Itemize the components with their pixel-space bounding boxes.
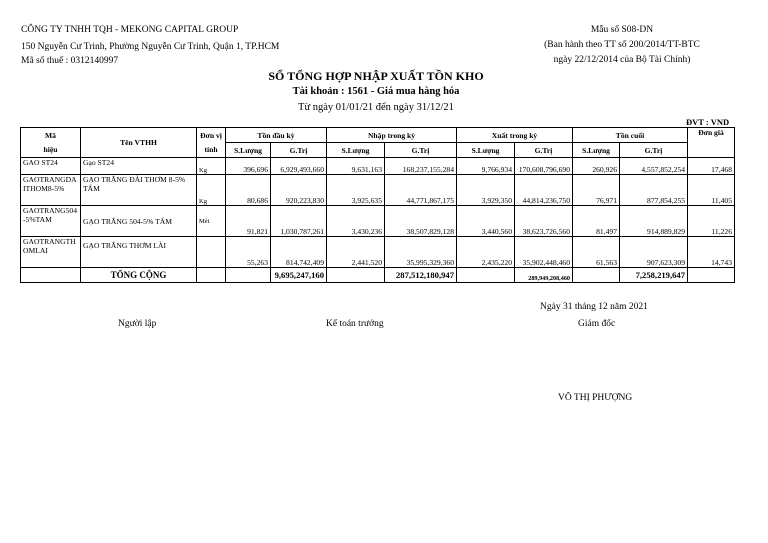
- header-code-line1: Mã: [45, 131, 56, 140]
- cell-price: 11,226: [688, 206, 735, 237]
- form-code: Mẫu số S08-DN: [590, 25, 654, 35]
- cell-out-val: 170,608,796,690: [515, 158, 573, 175]
- totals-empty-cell: [327, 268, 385, 283]
- cell-out-qty: 3,440,560: [457, 206, 515, 237]
- totals-open-val: 9,695,247,160: [271, 268, 327, 283]
- cell-in-qty: 3,925,635: [327, 175, 385, 206]
- company-name: CÔNG TY TNHH TQH - MEKONG CAPITAL GROUP: [21, 25, 239, 35]
- page-title: SỔ TỔNG HỢP NHẬP XUẤT TỒN KHO: [268, 69, 484, 83]
- cell-open-qty: 91,821: [226, 206, 271, 237]
- header-name: Tên VTHH: [81, 128, 197, 158]
- header-unit-line1: Đơn vị: [200, 131, 222, 140]
- totals-empty-cell: [457, 268, 515, 283]
- totals-empty-cell: [197, 268, 226, 283]
- cell-close-val: 914,889,829: [620, 206, 688, 237]
- cell-price: 17,468: [688, 158, 735, 175]
- cell-name: GẠO TRẮNG 504-5% TẤM: [81, 206, 197, 237]
- header-value: G.Trị: [515, 143, 573, 158]
- cell-price: 11,405: [688, 175, 735, 206]
- totals-label: TỔNG CỘNG: [81, 268, 197, 283]
- director-name: VÕ THỊ PHƯỢNG: [558, 393, 633, 403]
- cell-open-val: 1,030,787,261: [271, 206, 327, 237]
- header-qty: S.Lượng: [457, 143, 515, 158]
- cell-code: GAOTRANGDAITHOM8-5%: [21, 175, 81, 206]
- header-unit-price: Đơn giá: [688, 128, 735, 158]
- inventory-table: [20, 127, 735, 283]
- cell-code: GAOTRANGTHOMLAI: [21, 237, 81, 268]
- account-line: Tài khoản : 1561 - Giá mua hàng hóa: [292, 86, 460, 97]
- totals-empty-cell: [226, 268, 271, 283]
- cell-unit: Kg: [197, 175, 226, 206]
- header-opening: Tồn đầu kỳ: [226, 128, 327, 143]
- totals-empty-cell: [21, 268, 81, 283]
- cell-code: GAOTRANG504-5%TAM: [21, 206, 81, 237]
- cell-close-val: 877,854,255: [620, 175, 688, 206]
- cell-open-val: 920,223,830: [271, 175, 327, 206]
- cell-in-val: 168,237,155,284: [385, 158, 457, 175]
- cell-open-val: 814,742,409: [271, 237, 327, 268]
- table-header-row-1: [21, 128, 735, 143]
- cell-out-val: 38,623,726,560: [515, 206, 573, 237]
- cell-out-qty: 9,766,934: [457, 158, 515, 175]
- cell-close-qty: 76,971: [573, 175, 620, 206]
- totals-empty-cell: [688, 268, 735, 283]
- totals-out-val: 289,949,208,460: [515, 268, 573, 283]
- header-code: [21, 128, 81, 158]
- totals-row: [21, 268, 735, 283]
- cell-close-val: 4,557,852,254: [620, 158, 688, 175]
- header-export: Xuất trong kỳ: [457, 128, 573, 143]
- cell-name: GẠO TRẮNG ĐÀI THƠM 8-5% TẤM: [81, 175, 197, 206]
- cell-code: GAO ST24: [21, 158, 81, 175]
- cell-in-qty: 2,441,520: [327, 237, 385, 268]
- cell-open-val: 6,929,493,660: [271, 158, 327, 175]
- cell-out-qty: 3,929,350: [457, 175, 515, 206]
- cell-close-qty: 260,926: [573, 158, 620, 175]
- signature-preparer: Người lập: [118, 319, 157, 329]
- form-decree-date: ngày 22/12/2014 của Bộ Tài Chính): [553, 55, 691, 65]
- header-unit-line2: tính: [204, 145, 218, 154]
- cell-open-qty: 396,696: [226, 158, 271, 175]
- table-row: [21, 206, 735, 237]
- table-row: [21, 175, 735, 206]
- header-value: G.Trị: [620, 143, 688, 158]
- cell-in-qty: 9,631,163: [327, 158, 385, 175]
- header-qty: S.Lượng: [573, 143, 620, 158]
- company-tax-code: Mã số thuế : 0312140997: [21, 56, 119, 66]
- cell-in-qty: 3,430,236: [327, 206, 385, 237]
- cell-out-val: 35,902,448,460: [515, 237, 573, 268]
- cell-in-val: 38,507,829,128: [385, 206, 457, 237]
- cell-open-qty: 55,263: [226, 237, 271, 268]
- header-qty: S.Lượng: [226, 143, 271, 158]
- totals-empty-cell: [573, 268, 620, 283]
- totals-in-val: 287,512,180,947: [385, 268, 457, 283]
- signature-date: Ngày 31 tháng 12 năm 2021: [540, 302, 648, 312]
- cell-in-val: 35,995,329,360: [385, 237, 457, 268]
- cell-out-val: 44,814,236,750: [515, 175, 573, 206]
- cell-price: 14,743: [688, 237, 735, 268]
- period-line: Từ ngày 01/01/21 đến ngày 31/12/21: [298, 102, 454, 113]
- table-row: [21, 237, 735, 268]
- cell-unit: Mét: [197, 206, 226, 237]
- header-unit: [197, 128, 226, 158]
- cell-close-qty: 81,497: [573, 206, 620, 237]
- cell-unit: [197, 237, 226, 268]
- cell-out-qty: 2,435,220: [457, 237, 515, 268]
- cell-close-qty: 61,563: [573, 237, 620, 268]
- header-import: Nhập trong kỳ: [327, 128, 457, 143]
- header-closing: Tồn cuối: [573, 128, 688, 143]
- table-row: [21, 158, 735, 175]
- header-value: G.Trị: [385, 143, 457, 158]
- signature-director: Giám đốc: [578, 319, 616, 329]
- cell-open-qty: 80,686: [226, 175, 271, 206]
- cell-close-val: 907,623,309: [620, 237, 688, 268]
- currency-unit: ĐVT : VND: [686, 117, 730, 127]
- cell-name: Gạo ST24: [81, 158, 197, 175]
- cell-in-val: 44,771,867,175: [385, 175, 457, 206]
- header-qty: S.Lượng: [327, 143, 385, 158]
- totals-close-val: 7,258,219,647: [620, 268, 688, 283]
- header-value: G.Trị: [271, 143, 327, 158]
- cell-name: GẠO TRẮNG THƠM LÀI: [81, 237, 197, 268]
- header-code-line2: hiệu: [43, 145, 58, 154]
- cell-unit: Kg: [197, 158, 226, 175]
- signature-accountant: Kế toán trưởng: [326, 319, 384, 329]
- form-decree: (Ban hành theo TT số 200/2014/TT-BTC: [544, 40, 700, 50]
- company-address: 150 Nguyễn Cư Trinh, Phường Nguyễn Cư Trinh, Quận 1, TP.HCM: [21, 42, 280, 52]
